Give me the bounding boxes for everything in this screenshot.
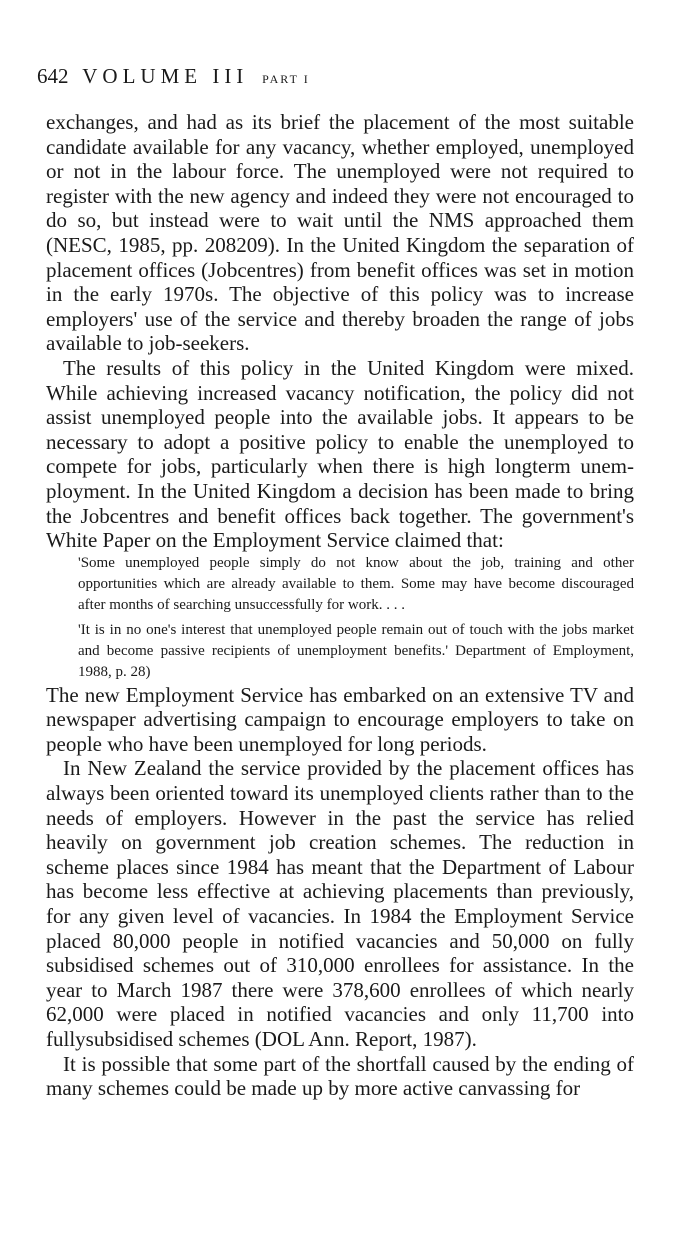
quote-paragraph-2: 'It is in no one's interest that unemployed people remain out of touch with the jobs market and become passive recipients of unemployment benefits.' Department of Employment, 1988, p. 28): [78, 621, 634, 680]
page-number: 642: [37, 64, 69, 88]
paragraph-2: The results of this policy in the United Kingdom were mixed. While achieving increased vacancy notification, the policy did not assist unemployed people into the available jobs. It appears to be necessary to adopt a positive policy to enable the unemployed to compete for jobs, particularly when there is high longterm unemployment. In the United Kingdom a decision has been made to bring the Jobcentres and benefit offices back together. The government's White Paper on the Employment Service claimed that:: [46, 355, 634, 553]
volume-label: VOLUME III: [82, 64, 249, 88]
part-label: PART I: [262, 72, 310, 86]
paragraph-5: It is possible that some part of the shortfall caused by the ending of many schemes could be made up by more active canvassing for: [46, 1051, 634, 1101]
running-head: [37, 64, 310, 89]
paragraph-3: The new Employment Service has embarked on an extensive TV and newspaper advertising campaign to encourage employers to take on people who have been unemployed for long periods.: [46, 682, 634, 756]
block-quote: [78, 553, 634, 683]
paragraph-4: In New Zealand the service provided by the placement offices has always been oriented toward its unemployed clients rather than to the needs of employers. However in the past the service has relied heavily on government job creation schemes. The reduction in scheme places since 1984 has meant that the Department of Labour has become less effective at achieving placements than previously, for any given level of vacancies. In 1984 the Employment Service placed 80,000 people in notified vacancies and 50,000 on fully subsidised schemes out of 310,000 enrollees for assistance. In the year to March 1987 there were 378,600 enrollees of which nearly 62,000 were placed in notified vacancies and only 11,700 into fullysubsidised schemes (DOL Ann. Report, 1987).: [46, 756, 634, 1051]
body-text: [46, 110, 634, 1101]
quote-paragraph-1: 'Some unemployed people simply do not know about the job, training and other opportunities which are already available to them. Some may have become discouraged after months of searching unsuccessfully for work. . . .: [78, 554, 634, 613]
paragraph-1: exchanges, and had as its brief the placement of the most suitable candidate available for any vacancy, whether employed, unemployed or not in the labour force. The unemployed were not required to register with the new agency and indeed they were not encouraged to do so, but instead were to wait until the NMS approached them (NESC, 1985, pp. 208209). In the United Kingdom the separation of placement offices (Jobcentres) from benefit offices was set in motion in the early 1970s. The objective of this policy was to increase employers' use of the service and thereby broaden the range of jobs available to job-seekers.: [46, 110, 634, 356]
